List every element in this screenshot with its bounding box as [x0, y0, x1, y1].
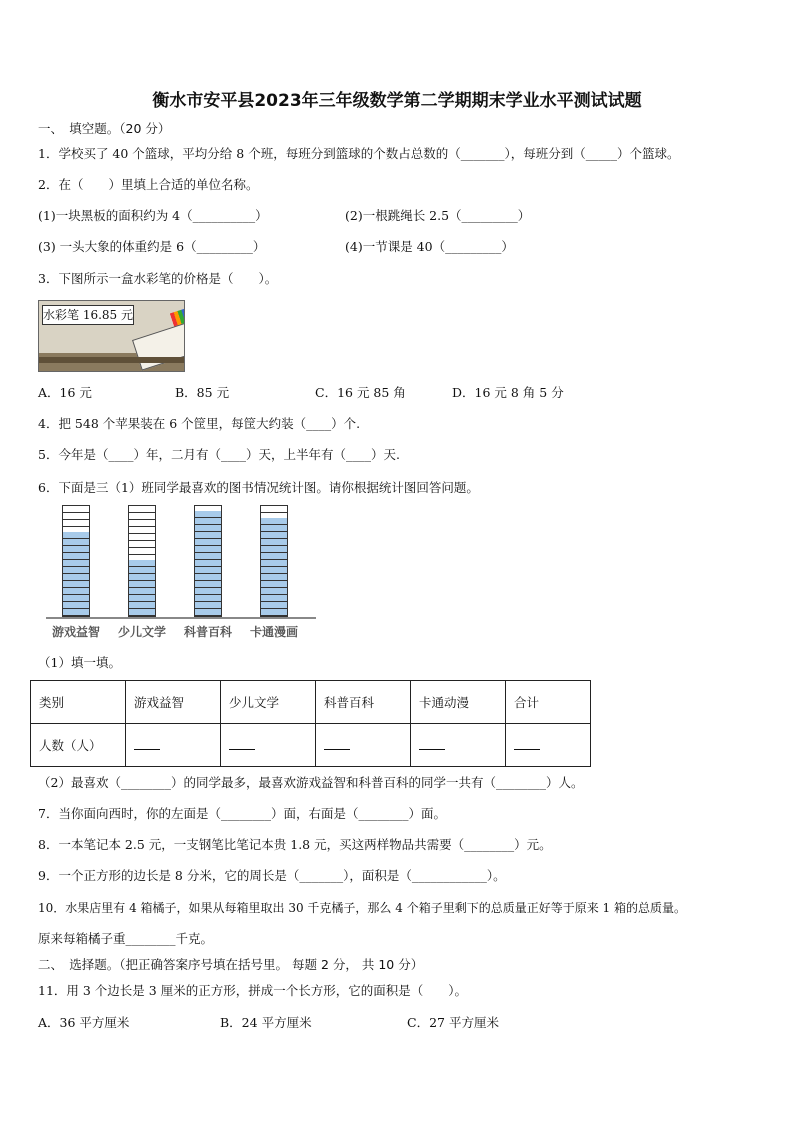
chart-x-axis: [46, 617, 316, 619]
table-header-cell: 卡通动漫: [411, 681, 506, 724]
question-3-option-d: D．16 元 8 角 5 分: [452, 385, 564, 400]
question-6: 6．下面是三（1）班同学最喜欢的图书情况统计图。请你根据统计图回答问题。: [38, 480, 479, 495]
question-11-option-c: C．27 平方厘米: [407, 1015, 499, 1030]
question-2-part-2: (2)一根跳绳长 2.5（_________）: [345, 208, 531, 223]
section-fill-heading: 一、 填空题。（20 分）: [38, 121, 171, 136]
answer-blank[interactable]: [316, 724, 411, 767]
question-2-part-4: (4)一节课是 40（_________）: [345, 239, 514, 254]
table-header-cell: 类别: [31, 681, 126, 724]
table-row-label: 人数（人）: [31, 724, 126, 767]
question-11: 11．用 3 个边长是 3 厘米的正方形，拼成一个长方形，它的面积是（ ）。: [38, 983, 467, 998]
chart-category-label: 卡通漫画: [249, 625, 298, 639]
chart-bar: [128, 505, 156, 617]
book-preference-bar-chart: [38, 505, 318, 645]
question-8: 8．一本笔记本 2.5 元，一支钢笔比笔记本贵 1.8 元，买这两样物品共需要（________）元。: [38, 837, 552, 852]
question-6-part-2: （2）最喜欢（________）的同学最多，最喜欢游戏益智和科普百科的同学一共有（________）人。: [38, 775, 584, 790]
chart-bar-fill: [261, 518, 287, 616]
question-2: 2．在（ ）里填上合适的单位名称。: [38, 177, 259, 192]
chart-bar: [260, 505, 288, 617]
question-7: 7．当你面向西时，你的左面是（________）面，右面是（________）面。: [38, 806, 446, 821]
chart-bar-fill: [195, 511, 221, 616]
page-title: 衡水市安平县2023年三年级数学第二学期期末学业水平测试试题: [152, 91, 642, 111]
table-row: [31, 724, 591, 767]
answer-blank[interactable]: [221, 724, 316, 767]
question-5: 5．今年是（____）年，二月有（____）天，上半年有（____）天.: [38, 447, 400, 462]
question-3: 3．下图所示一盒水彩笔的价格是（ ）。: [38, 271, 278, 286]
question-2-part-1: (1)一块黑板的面积约为 4（__________）: [38, 208, 268, 223]
question-10: 10．水果店里有 4 箱橘子，如果从每箱里取出 30 千克橘子，那么 4 个箱子里剩下的总质量正好等于原来 1 箱的总质量。: [38, 901, 686, 915]
question-6-part-1: （1）填一填。: [38, 655, 121, 670]
chart-bar: [194, 505, 222, 617]
chart-bar: [62, 505, 90, 617]
price-tag-label: 水彩笔 16.85 元: [42, 305, 134, 325]
question-9: 9．一个正方形的边长是 8 分米，它的周长是（_______），面积是（____________）。: [38, 868, 506, 883]
section-choice-heading: 二、 选择题。（把正确答案序号填在括号里。 每题 2 分， 共 10 分）: [38, 957, 424, 972]
question-2-part-3: (3) 一头大象的体重约是 6（_________）: [38, 239, 266, 254]
question-1: 1．学校买了 40 个篮球，平均分给 8 个班，每班分到篮球的个数占总数的（_______），每班分到（_____）个篮球。: [38, 146, 680, 161]
table-header-cell: 科普百科: [316, 681, 411, 724]
question-3-option-a: A．16 元: [38, 385, 92, 400]
question-3-option-b: B．85 元: [175, 385, 230, 400]
question-11-option-b: B．24 平方厘米: [220, 1015, 312, 1030]
answer-blank[interactable]: [411, 724, 506, 767]
table-header-cell: 少儿文学: [221, 681, 316, 724]
chart-category-label: 游戏益智: [51, 625, 100, 639]
question-3-option-c: C．16 元 85 角: [315, 385, 406, 400]
table-header-cell: 合计: [506, 681, 591, 724]
chart-category-label: 科普百科: [183, 625, 232, 639]
book-count-table: [30, 680, 591, 767]
answer-blank[interactable]: [126, 724, 221, 767]
question-10-continued: 原来每箱橘子重________千克。: [38, 931, 214, 946]
question-11-option-a: A．36 平方厘米: [38, 1015, 130, 1030]
chart-category-label: 少儿文学: [117, 625, 166, 639]
table-header-row: [31, 681, 591, 724]
answer-blank[interactable]: [506, 724, 591, 767]
question-4: 4．把 548 个苹果装在 6 个筐里，每筐大约装（____）个.: [38, 416, 361, 431]
chart-bar-fill: [129, 560, 155, 616]
table-header-cell: 游戏益智: [126, 681, 221, 724]
chart-bar-fill: [63, 532, 89, 616]
watercolor-pen-price-picture: [38, 300, 185, 372]
